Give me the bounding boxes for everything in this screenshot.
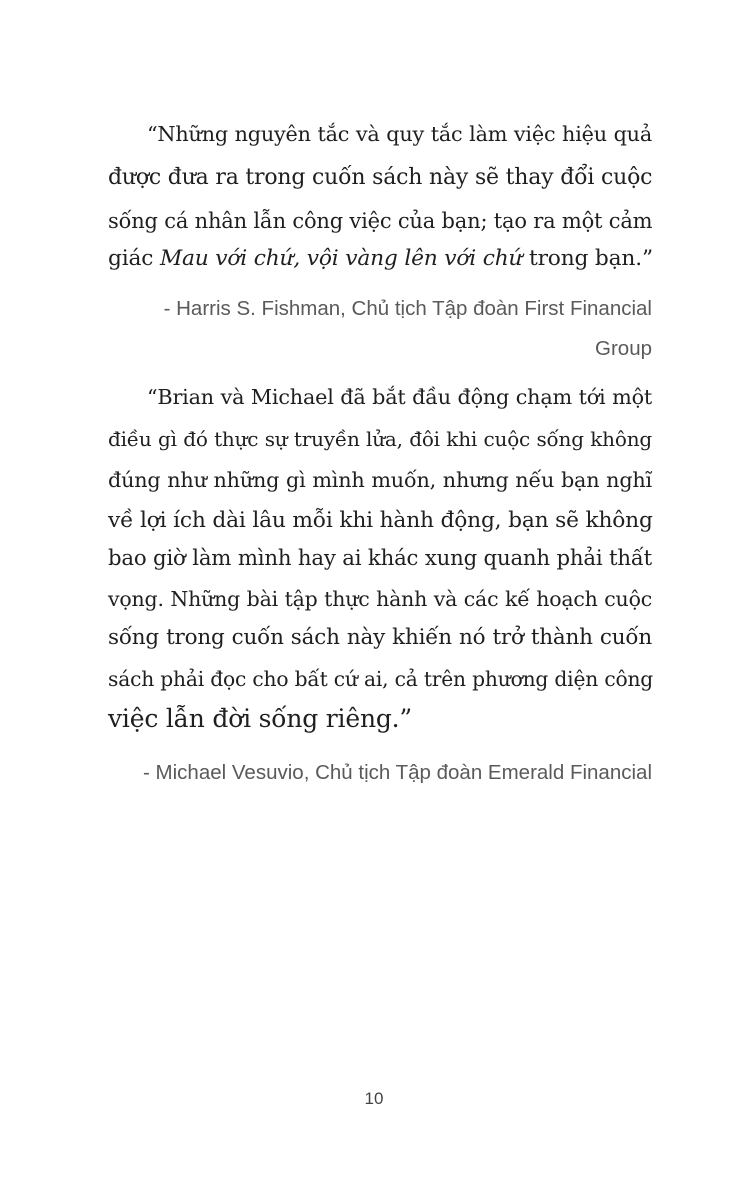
quote-1-attribution: - Harris S. Fishman, Chủ tịch Tập đoàn First Financial	[163, 297, 652, 320]
quote-1-line-1: “Những nguyên tắc và quy tắc làm việc hiệu quả	[147, 122, 652, 146]
quote-2-line-2: điều gì đó thực sự truyền lửa, đôi khi cuộc sống không	[108, 427, 652, 451]
quote-1-line-4-start: giác	[108, 246, 160, 271]
quote-1-line-2: được đưa ra trong cuốn sách này sẽ thay đổi cuộc	[108, 165, 653, 190]
quote-1-line-4-end: trong bạn.”	[522, 246, 653, 271]
quote-2-line-6: vọng. Những bài tập thực hành và các kế hoạch cuộc	[108, 587, 652, 611]
quote-2-attribution: - Michael Vesuvio, Chủ tịch Tập đoàn Emerald Financial	[143, 761, 652, 784]
page-number: 10	[364, 1089, 384, 1108]
quote-1-attribution-line-2: Group	[595, 337, 652, 360]
quote-1-line-3: sống cá nhân lẫn công việc của bạn; tạo ra một cảm	[108, 209, 653, 233]
quote-2-line-5: bao giờ làm mình hay ai khác xung quanh phải thất	[108, 546, 652, 571]
quote-2-line-1: “Brian và Michael đã bắt đầu động chạm tới một	[147, 385, 652, 409]
quote-2-line-8: sách phải đọc cho bất cứ ai, cả trên phương diện công	[108, 667, 654, 691]
quote-1-line-4	[108, 243, 652, 275]
quote-2-line-3: đúng như những gì mình muốn, nhưng nếu bạn nghĩ	[108, 468, 652, 492]
quote-1-italic-phrase: Mau với chứ, vội vàng lên với chứ	[159, 246, 523, 271]
quote-2-line-7: sống trong cuốn sách này khiến nó trở thành cuốn	[108, 625, 652, 650]
quote-2-line-4: về lợi ích dài lâu mỗi khi hành động, bạn sẽ không	[108, 508, 653, 533]
quote-2-line-9: việc lẫn đời sống riêng.”	[108, 704, 412, 733]
